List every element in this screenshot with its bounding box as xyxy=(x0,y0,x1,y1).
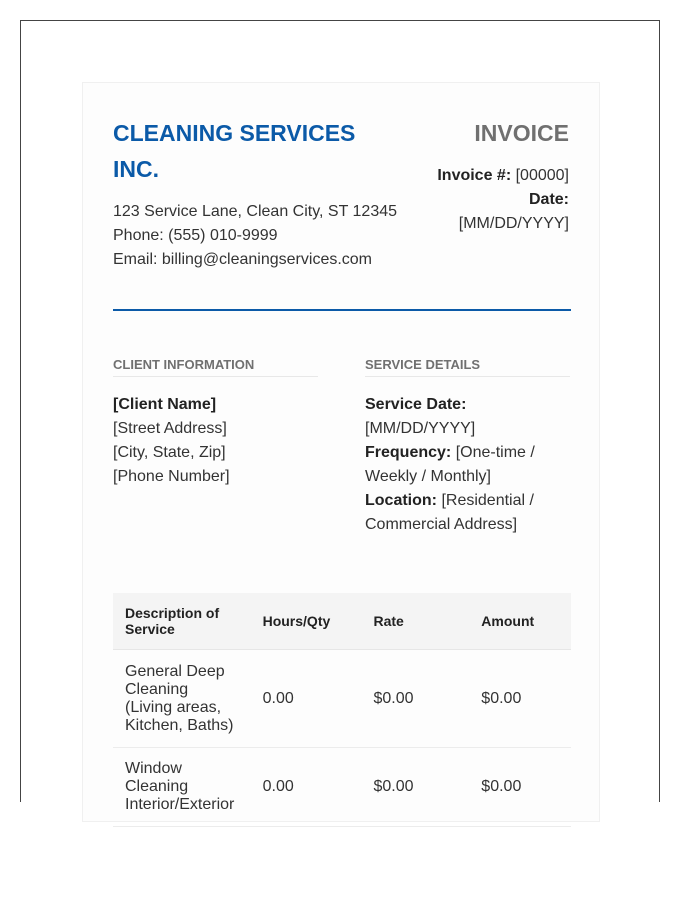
invoice-number-value: [00000] xyxy=(515,167,569,184)
table-header-row xyxy=(113,593,571,650)
invoice-number-label: Invoice #: xyxy=(437,167,512,184)
invoice-number xyxy=(409,164,569,188)
row-description: Window Cleaning Interior/Exterior xyxy=(113,748,251,827)
line-items-table xyxy=(113,593,571,827)
row-qty: 0.00 xyxy=(251,650,362,748)
company-contact xyxy=(113,200,413,272)
service-date xyxy=(365,393,565,441)
company-email: Email: billing@cleaningservices.com xyxy=(113,251,373,268)
client-street: [Street Address] xyxy=(113,420,227,437)
service-location xyxy=(365,489,565,537)
client-city: [City, State, Zip] xyxy=(113,444,226,461)
client-name: [Client Name] xyxy=(113,396,217,413)
page-frame xyxy=(20,20,660,813)
company-address: 123 Service Lane, Clean City, ST 12345 xyxy=(113,203,398,220)
header-hours-qty: Hours/Qty xyxy=(251,593,362,650)
header-amount: Amount xyxy=(469,593,571,650)
table-row xyxy=(113,650,571,748)
row-amount: $0.00 xyxy=(469,650,571,748)
client-info xyxy=(113,393,313,489)
row-description: General Deep Cleaning (Living areas, Kitchen, Baths) xyxy=(113,650,251,748)
header-divider xyxy=(113,309,571,311)
service-frequency-value: [One-time / Weekly / Monthly] xyxy=(365,444,535,485)
row-qty: 0.00 xyxy=(251,748,362,827)
invoice-meta xyxy=(409,164,569,236)
invoice-date xyxy=(409,188,569,236)
invoice-sheet xyxy=(82,82,600,822)
service-info xyxy=(365,393,565,537)
row-rate: $0.00 xyxy=(361,748,469,827)
row-amount: $0.00 xyxy=(469,748,571,827)
service-location-value: [Residential / Commercial Address] xyxy=(365,492,534,533)
invoice-date-label: Date: xyxy=(528,191,569,208)
invoice-title: INVOICE xyxy=(474,120,569,146)
company-phone: Phone: (555) 010-9999 xyxy=(113,227,278,244)
service-date-label: Service Date: xyxy=(365,396,467,413)
header-description: Description of Service xyxy=(113,593,251,650)
service-frequency xyxy=(365,441,565,489)
table-row xyxy=(113,748,571,827)
client-section-title: CLIENT INFORMATION xyxy=(113,357,318,377)
row-rate: $0.00 xyxy=(361,650,469,748)
service-location-label: Location: xyxy=(365,492,437,509)
service-date-value: [MM/DD/YYYY] xyxy=(365,420,476,437)
service-frequency-label: Frequency: xyxy=(365,444,452,461)
company-name: CLEANING SERVICES INC. xyxy=(113,120,356,182)
service-section-title: SERVICE DETAILS xyxy=(365,357,570,377)
invoice-date-value: [MM/DD/YYYY] xyxy=(458,215,569,232)
client-phone: [Phone Number] xyxy=(113,468,230,485)
header-rate: Rate xyxy=(361,593,469,650)
